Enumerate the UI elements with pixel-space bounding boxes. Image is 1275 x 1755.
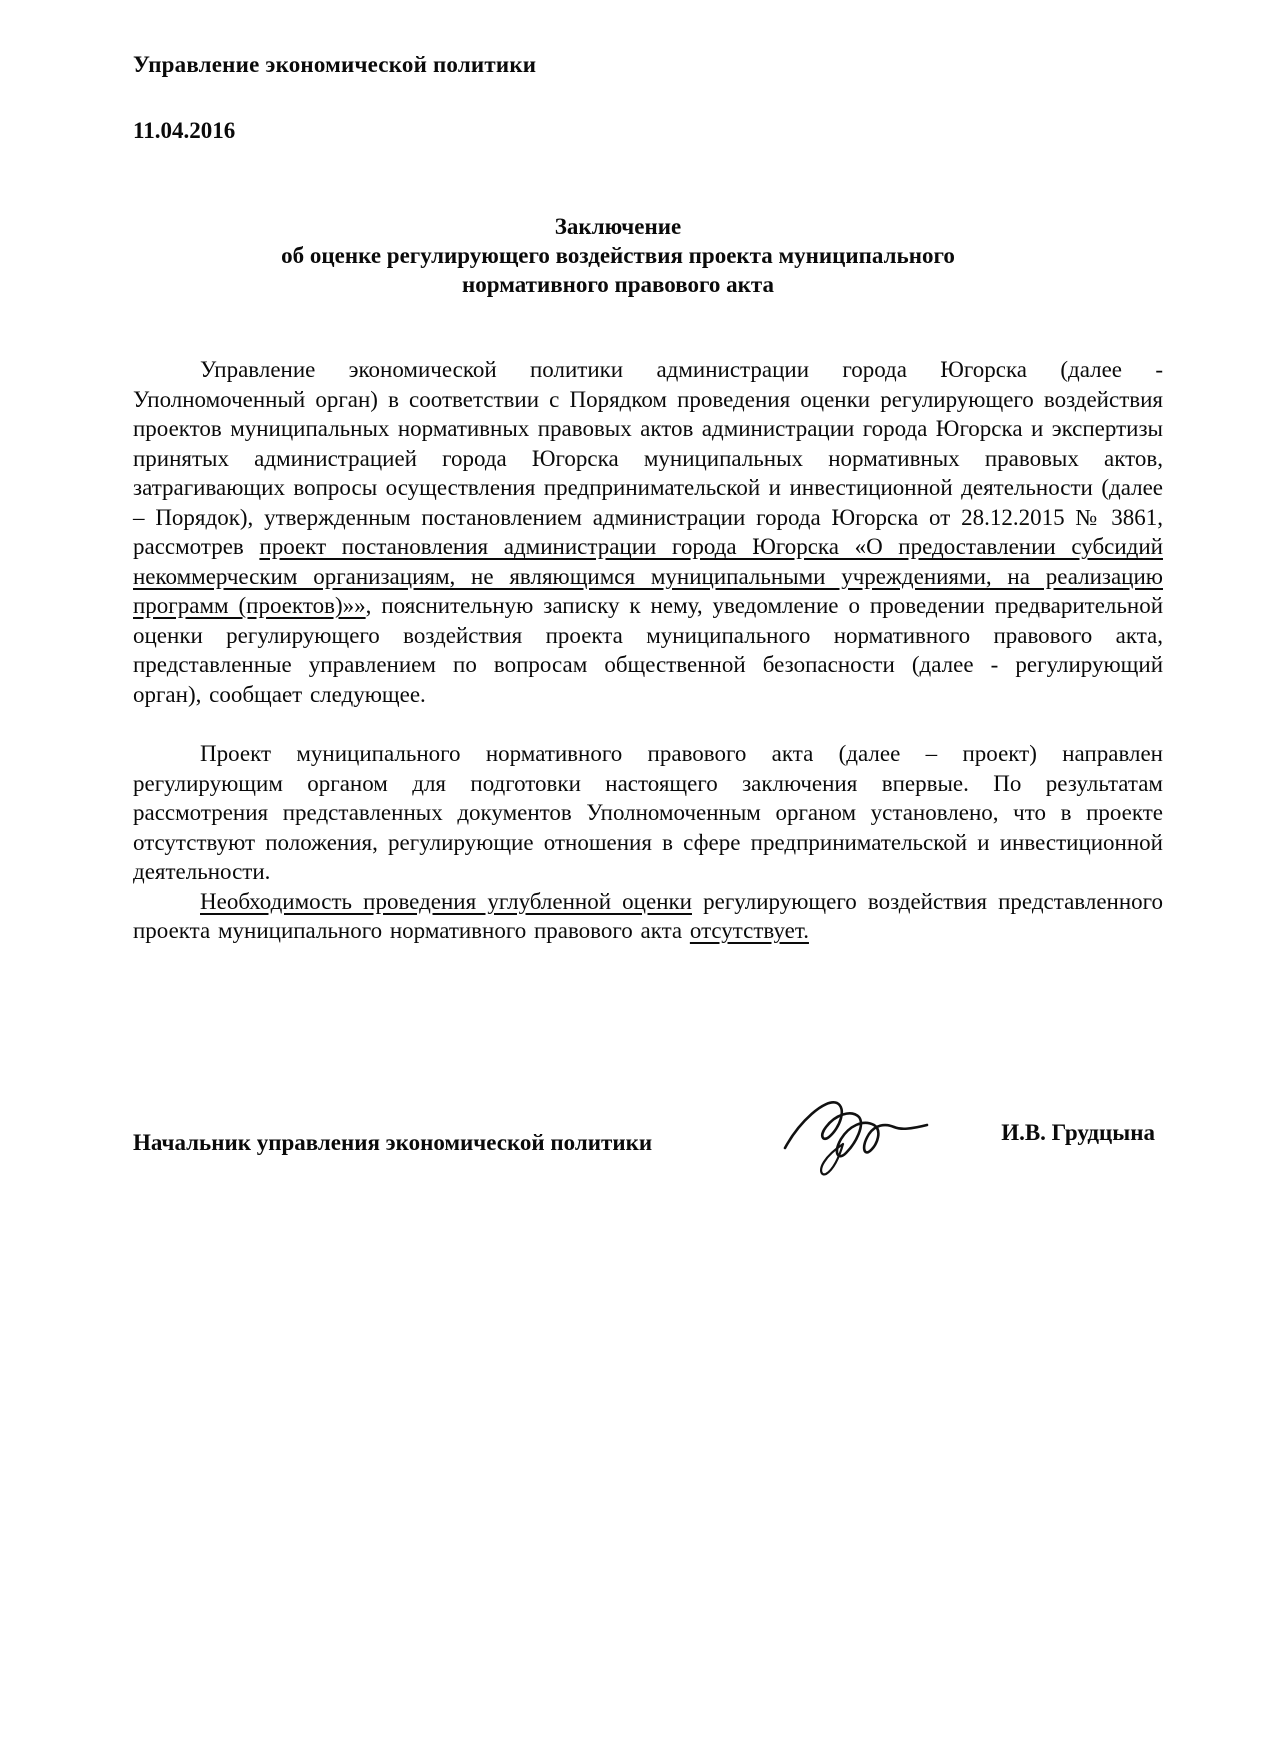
department-name: Управление экономической политики xyxy=(133,52,537,77)
paragraph xyxy=(133,887,1163,946)
underlined-text-run: Необходимость проведения углубленной оценки xyxy=(200,888,692,914)
text-run: Управление экономической политики администрации города Югорска (далее - Уполномоченный орган) в соответствии с Порядком проведения оценки регулирующего воздействия проектов муниципальных нормативных правовых актов администрации города Югорска и экспертизы принятых администрацией города Югорска муниципальных нормативных правовых актов, затрагивающих вопросы осуществления предпринимательской и инвестиционной деятельности (далее – Порядок), утвержденным постановлением администрации города Югорска от 28.12.2015 № 3861, рассмотрев xyxy=(133,357,1163,559)
paragraph xyxy=(133,355,1163,709)
signer-name: И.В. Грудцына xyxy=(1001,1119,1155,1145)
document-title xyxy=(133,212,1163,299)
text-run: Проект муниципального нормативного правового акта (далее – проект) направлен регулирующим органом для подготовки настоящего заключения впервые. По результатам рассмотрения представленных документов Уполномоченным органом установлено, что в проекте отсутствуют положения, регулирующие отношения в сфере предпринимательской и инвестиционной деятельности. xyxy=(133,741,1163,884)
title-line-3: нормативного правового акта xyxy=(462,272,774,297)
handwritten-signature-icon xyxy=(781,1086,931,1181)
text-run: , пояснительную записку к нему, уведомление о проведении предварительной оценки регулирующего воздействия проекта муниципального нормативного правового акта, представленные управлением по вопросам общественной безопасности (далее - регулирующий орган), сообщает следующее. xyxy=(133,593,1164,707)
underlined-text-run: отсутствует. xyxy=(689,918,809,943)
title-line-1: Заключение xyxy=(554,214,682,239)
document-date: 11.04.2016 xyxy=(133,118,236,143)
underlined-text-run: проект постановления администрации города Югорска «О предоставлении субсидий некоммерческим организациям, не являющимся муниципальными учреждениями, на реализацию программ (проектов)»» xyxy=(133,534,1163,618)
document-header xyxy=(133,52,1163,144)
signer-position: Начальник управления экономической политики xyxy=(133,1129,653,1155)
signature-block xyxy=(133,1098,1163,1188)
text-run: регулирующего воздействия представленного проекта муниципального нормативного правового акта xyxy=(133,888,1163,943)
document-body xyxy=(133,355,1163,946)
title-line-2: об оценке регулирующего воздействия проекта муниципального xyxy=(281,243,955,268)
paragraph xyxy=(133,739,1163,887)
